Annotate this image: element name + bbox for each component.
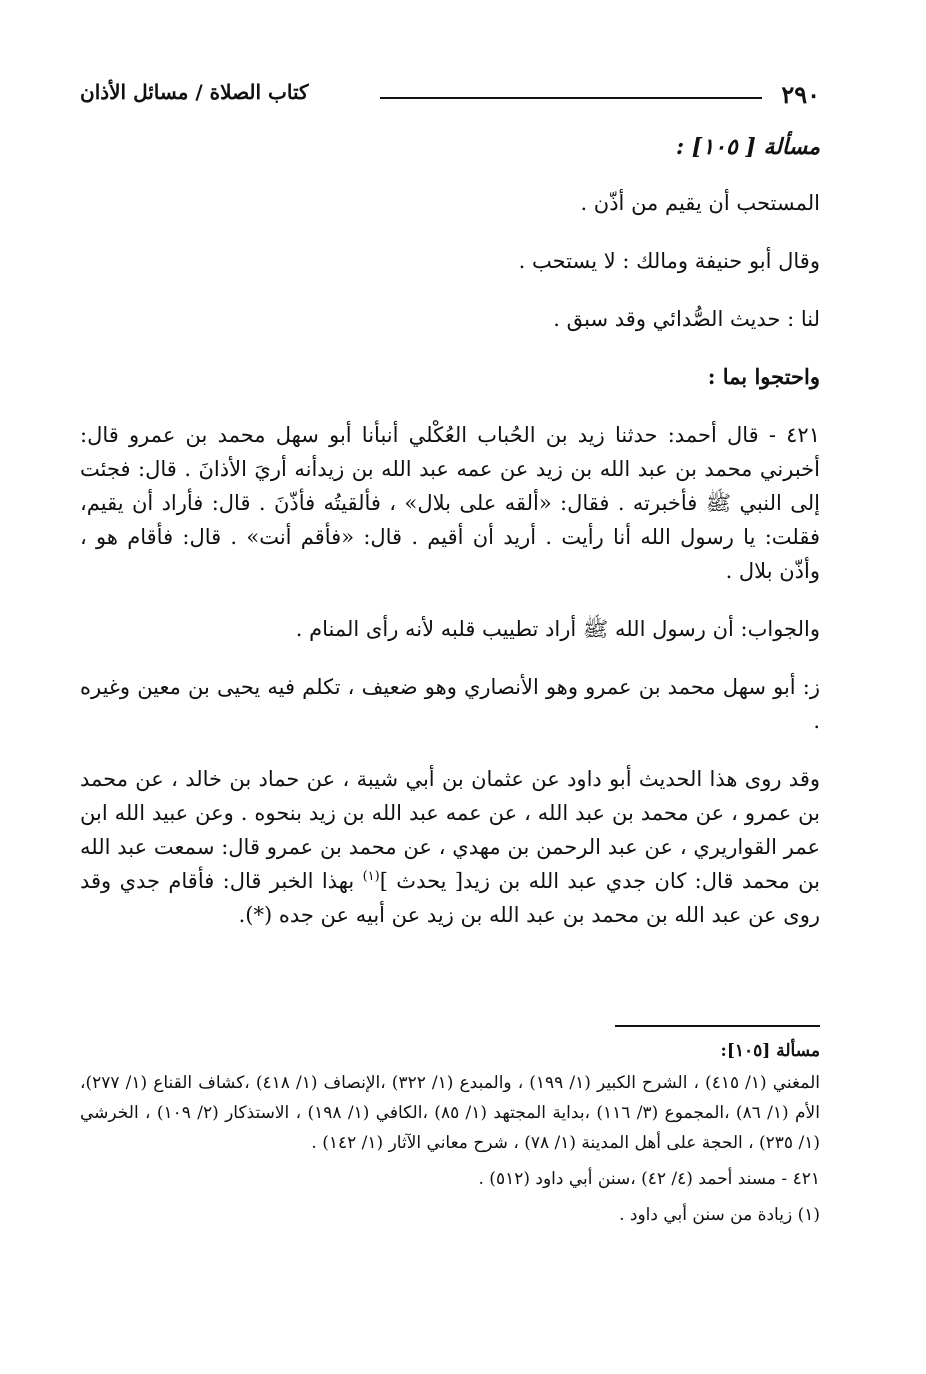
narration-paragraph	[80, 762, 820, 932]
header-rule	[380, 97, 762, 99]
page-header	[80, 78, 820, 114]
main-text	[80, 130, 820, 956]
footnote-separator	[615, 1025, 820, 1027]
footnotes	[80, 1036, 820, 1236]
narration-text-part1: وقد روى هذا الحديث أبو داود عن عثمان بن أبي شيبة ، عن حماد بن خالد ، عن محمد بن عمرو ، عن محمد بن عبد الله ، عن عمه عبد الله بن زيد بنحوه . وعن عبيد الله ابن عمر القواريري ، عن عبد الرحمن بن مهدي ، عن محمد بن عمرو قال: سمعت عبد الله بن محمد قال: كان جدي عبد الله بن زيد[ يحدث ]	[80, 767, 820, 893]
footnote-1: (١) زيادة من سنن أبي داود .	[619, 1205, 820, 1225]
answer-paragraph: والجواب: أن رسول الله ﷺ أراد تطييب قلبه لأنه رأى المنام .	[295, 617, 820, 641]
issue-heading: مسألة [ ١٠٥] :	[676, 134, 820, 160]
footnote-references: المغني (١/ ٤١٥) ، الشرح الكبير (١/ ١٩٩) ، والمبدع (١/ ٣٢٢) ،الإنصاف (١/ ٤١٨) ،كشاف القناع (١/ ٢٧٧)، الأم (١/ ٨٦) ،المجموع (٣/ ١١٦) ،بداية المجتهد (١/ ٨٥) ،الكافي (١/ ١٩٨) ، الاستذكار (٢/ ١٠٩) ، الخرشي (١/ ٢٣٥) ، الحجة على أهل المدينة (١/ ٧٨) ، شرح معاني الآثار (١/ ١٤٢) .	[80, 1073, 820, 1153]
running-title: كتاب الصلاة / مسائل الأذان	[80, 80, 309, 104]
z-note-paragraph: ز: أبو سهل محمد بن عمرو وهو الأنصاري وهو ضعيف ، تكلم فيه يحيى بن معين وغيره .	[80, 675, 820, 733]
page-number: ٢٩٠	[781, 80, 820, 109]
paragraph-preferred: المستحب أن يقيم من أذّن .	[580, 191, 820, 215]
narration-text-part2: بهذا الخبر قال: فأقام جدي وقد روى عن عبد الله بن محمد بن عبد الله بن زيد عن أبيه عن جده (*).	[80, 869, 820, 927]
paragraph-their-argument: واحتجوا بما :	[707, 364, 820, 389]
paragraph-opposing-view: وقال أبو حنيفة ومالك : لا يستحب .	[518, 249, 820, 273]
paragraph-evidence: لنا : حديث الصُّدائي وقد سبق .	[553, 307, 820, 331]
footnote-issue-heading: مسألة [١٠٥]:	[720, 1041, 820, 1061]
hadith-421: ٤٢١ - قال أحمد: حدثنا زيد بن الحُباب العُكْلي أنبأنا أبو سهل محمد بن عمرو قال: أخبرني محمد بن عبد الله بن زيد عن عمه عبد الله بن زيدأنه أريَ الأذانَ . قال: فجئت إلى النبي ﷺ فأخبرته . فقال: «ألقه على بلال» ، فألقيتُه فأذّنَ . قال: فأراد أن يقيم، فقلت: يا رسول الله أنا رأيت . أريد أن أقيم . قال: «فأقم أنت» . قال: فأقام هو ، وأذّن بلال .	[80, 423, 820, 583]
footnote-hadith-ref: ٤٢١ - مسند أحمد (٤/ ٤٢) ،سنن أبي داود (٥١٢) .	[478, 1169, 820, 1189]
footnote-marker-1: (١)	[362, 869, 380, 884]
